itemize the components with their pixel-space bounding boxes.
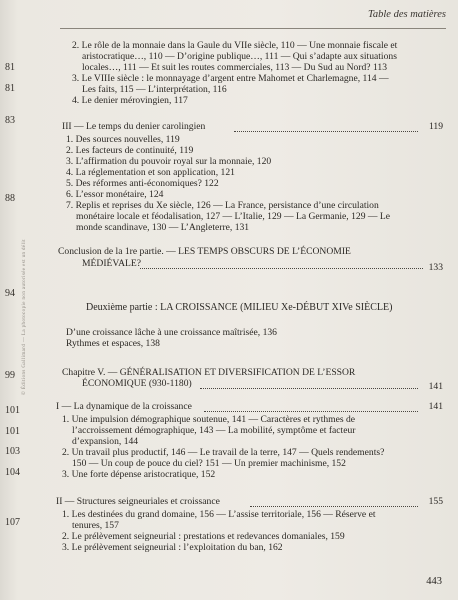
part-title: Deuxième partie : LA CROISSANCE (MILIEU Xe-DÉBUT XIVe SIÈCLE) <box>86 302 393 313</box>
header-rule <box>60 28 446 29</box>
toc-line: 2. Les facteurs de continuité, 119 <box>66 145 194 156</box>
margin-number: 103 <box>5 446 20 457</box>
margin-number: 81 <box>5 83 15 94</box>
chapter-title: Chapitre V. — GÉNÉRALISATION ET DIVERSIFICATION DE L’ESSOR <box>62 367 356 378</box>
leader-dots <box>204 411 418 412</box>
toc-line: monétaire locale et féodalisation, 127 — L’Italie, 129 — La Germanie, 129 — Le <box>76 211 391 222</box>
leader-dots <box>200 388 418 389</box>
intro-line: D’une croissance lâche à une croissance maîtrisée, 136 <box>66 327 277 338</box>
leader-dots <box>250 506 418 507</box>
toc-line: 2. Le rôle de la monnaie dans la Gaule du VIIe siècle, 110 — Une monnaie fiscale et <box>72 40 398 51</box>
margin-number: 81 <box>5 62 15 73</box>
toc-line: 1. Une impulsion démographique soutenue, 141 — Caractères et rythmes de <box>62 414 356 425</box>
page-ref: 141 <box>428 401 443 412</box>
margin-number: 88 <box>5 193 15 204</box>
toc-line: monde scandinave, 130 — L’Angleterre, 131 <box>76 222 250 233</box>
toc-line: locales…, 111 — Et suit les routes commerciales, 113 — Du Sud au Nord? 113 <box>82 62 387 73</box>
toc-line: 3. Le VIIIe siècle : le monnayage d’argent entre Mahomet et Charlemagne, 114 — <box>72 73 389 84</box>
toc-line: tenures, 157 <box>72 520 119 531</box>
toc-line: 4. Le denier mérovingien, 117 <box>72 95 188 106</box>
toc-line: aristocratique…, 110 — D’origine publique…, 111 — Qui s’adapte aux situations <box>82 51 397 62</box>
toc-line: 1. Des sources nouvelles, 119 <box>66 134 180 145</box>
margin-number: 101 <box>5 426 20 437</box>
leader-dots <box>140 268 423 269</box>
toc-line: 5. Des réformes anti-économiques? 122 <box>66 178 219 189</box>
toc-line: Les faits, 115 — L’interprétation, 116 <box>82 84 227 95</box>
section-heading: III — Le temps du denier carolingien <box>62 121 206 132</box>
toc-line: 1. Les destinées du grand domaine, 156 — L’assise territoriale, 156 — Réserve et <box>62 509 376 520</box>
margin-number: 107 <box>5 517 20 528</box>
margin-number: 101 <box>5 405 20 416</box>
page-ref: 119 <box>428 121 443 132</box>
page-ref: 141 <box>428 381 443 392</box>
page-ref: 133 <box>428 262 443 273</box>
toc-line: 2. Le prélèvement seigneurial : prestations et redevances domaniales, 159 <box>62 531 345 542</box>
running-header: Table des matières <box>368 9 446 20</box>
margin-number: 104 <box>5 467 20 478</box>
toc-line: 7. Replis et reprises du Xe siècle, 126 — La France, persistance d’une circulation <box>66 200 379 211</box>
intro-line: Rythmes et espaces, 138 <box>66 338 160 349</box>
chapter-title: ÉCONOMIQUE (930-1180) <box>82 378 192 389</box>
page-ref: 155 <box>428 496 443 507</box>
toc-line: d’expansion, 144 <box>72 436 139 447</box>
toc-line: 3. Une forte dépense aristocratique, 152 <box>62 469 216 480</box>
leader-dots <box>234 131 418 132</box>
section-heading: II — Structures seigneuriales et croissance <box>56 496 220 507</box>
toc-line: 150 — Un coup de pouce du ciel? 151 — Un premier machinisme, 152 <box>72 458 346 469</box>
toc-line: 4. La réglementation et son application, 121 <box>66 167 235 178</box>
margin-number: 94 <box>5 288 15 299</box>
toc-line: 3. L’affirmation du pouvoir royal sur la monnaie, 120 <box>66 156 272 167</box>
toc-line: 6. L’essor monétaire, 124 <box>66 189 164 200</box>
margin-number: 99 <box>5 370 15 381</box>
gutter-copyright: © Éditions Gallimard — La photocopie non autorisée est un délit <box>22 239 27 395</box>
toc-line: l’accroissement démographique, 143 — La mobilité, symptôme et facteur <box>72 425 356 436</box>
toc-line: 3. Le prélèvement seigneurial : l’exploitation du ban, 162 <box>62 542 283 553</box>
page-number: 443 <box>426 576 442 587</box>
margin-number: 83 <box>5 115 15 126</box>
section-heading: I — La dynamique de la croissance <box>56 401 192 412</box>
conclusion-title: MÉDIÉVALE? <box>82 258 141 269</box>
toc-line: 2. Un travail plus productif, 146 — Le travail de la terre, 147 — Quels rendements? <box>62 447 385 458</box>
conclusion-title: Conclusion de la 1re partie. — LES TEMPS OBSCURS DE L’ÉCONOMIE <box>58 246 351 257</box>
